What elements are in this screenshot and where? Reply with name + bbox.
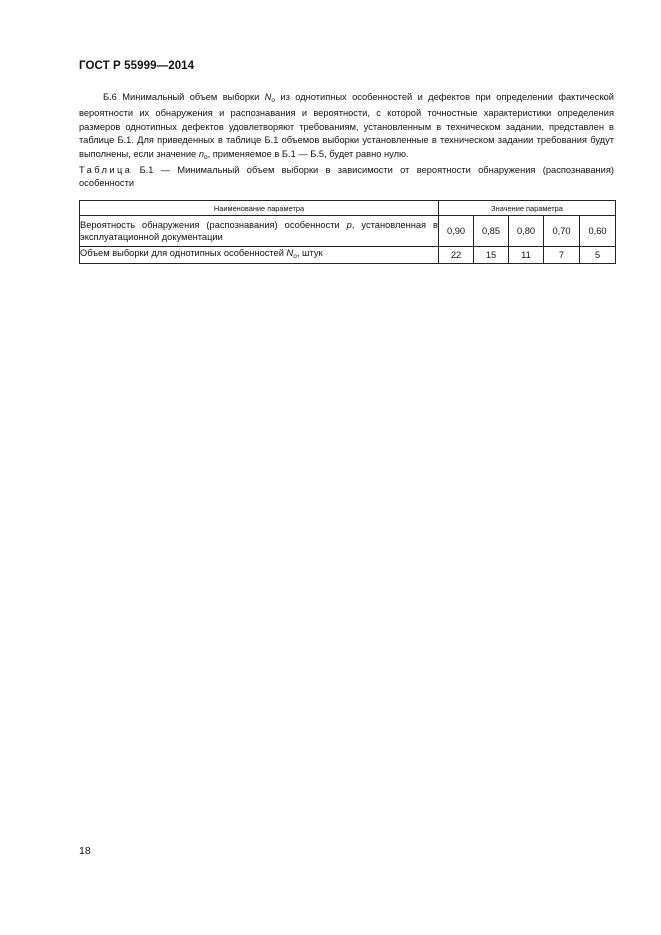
sample-size-value: 5 xyxy=(580,247,616,264)
variable-n: n xyxy=(198,148,204,159)
page-number: 18 xyxy=(79,845,91,857)
variable-n-subscript: o xyxy=(203,153,208,161)
table-caption-label: Таблица xyxy=(79,165,133,175)
probability-value: 0,85 xyxy=(474,216,509,247)
probability-value: 0,80 xyxy=(509,216,544,247)
sample-size-value: 22 xyxy=(439,247,474,264)
table-row-sample-size xyxy=(80,247,616,264)
table-caption-text: Б.1 — Минимальный объем выборки в зависимости от вероятности обнаружения (распознавания) особенности xyxy=(79,165,614,188)
paragraph-text-1: Б.6 Минимальный объем выборки xyxy=(103,92,265,102)
table-header-row xyxy=(80,201,616,216)
probability-value: 0,90 xyxy=(439,216,474,247)
sample-size-label-text-1: Объем выборки для однотипных особенностей xyxy=(80,248,287,258)
paragraph-b6 xyxy=(79,91,614,164)
variable-N-subscript: o xyxy=(271,97,275,104)
column-header-name: Наименование параметра xyxy=(80,201,439,216)
paragraph-text-2: из однотипных особенностей и дефектов при определении фактической вероятности их обнаружения и распознавания и вероятности, с которой точностные характеристики определения размеров однотипных дефектов удовлетворяют требованиям, установленным в техническом задании, представлен в таблице Б.1. Для приведенных в таблице Б.1 объемов выборки установленные в техническом задании требования будут выполнены, если значение xyxy=(79,92,614,159)
probability-label-text-2: , установленная в эксплуатационной документации xyxy=(80,219,438,242)
table-caption xyxy=(79,164,614,189)
variable-N: N xyxy=(264,92,272,102)
paragraph-text-3: , применяемое в Б.1 — Б.5, будет равно нулю. xyxy=(207,148,409,159)
variable-p: p xyxy=(346,219,352,230)
probability-label-text-1: Вероятность обнаружения (распознавания) особенности xyxy=(80,219,347,230)
probability-value: 0,60 xyxy=(580,216,616,247)
column-header-value: Значение параметра xyxy=(439,201,616,216)
sample-size-value: 7 xyxy=(544,247,580,264)
document-header: ГОСТ Р 55999—2014 xyxy=(79,60,195,72)
table-row-probability xyxy=(80,216,616,247)
sample-size-value: 11 xyxy=(509,247,544,264)
sample-size-label xyxy=(80,247,439,264)
sample-size-label-text-2: , штук xyxy=(296,248,323,258)
probability-value: 0,70 xyxy=(544,216,580,247)
variable-N: N xyxy=(286,248,294,258)
probability-label xyxy=(80,216,439,247)
sample-size-table xyxy=(79,200,616,264)
sample-size-value: 15 xyxy=(474,247,509,264)
variable-N-subscript: o xyxy=(293,253,297,260)
